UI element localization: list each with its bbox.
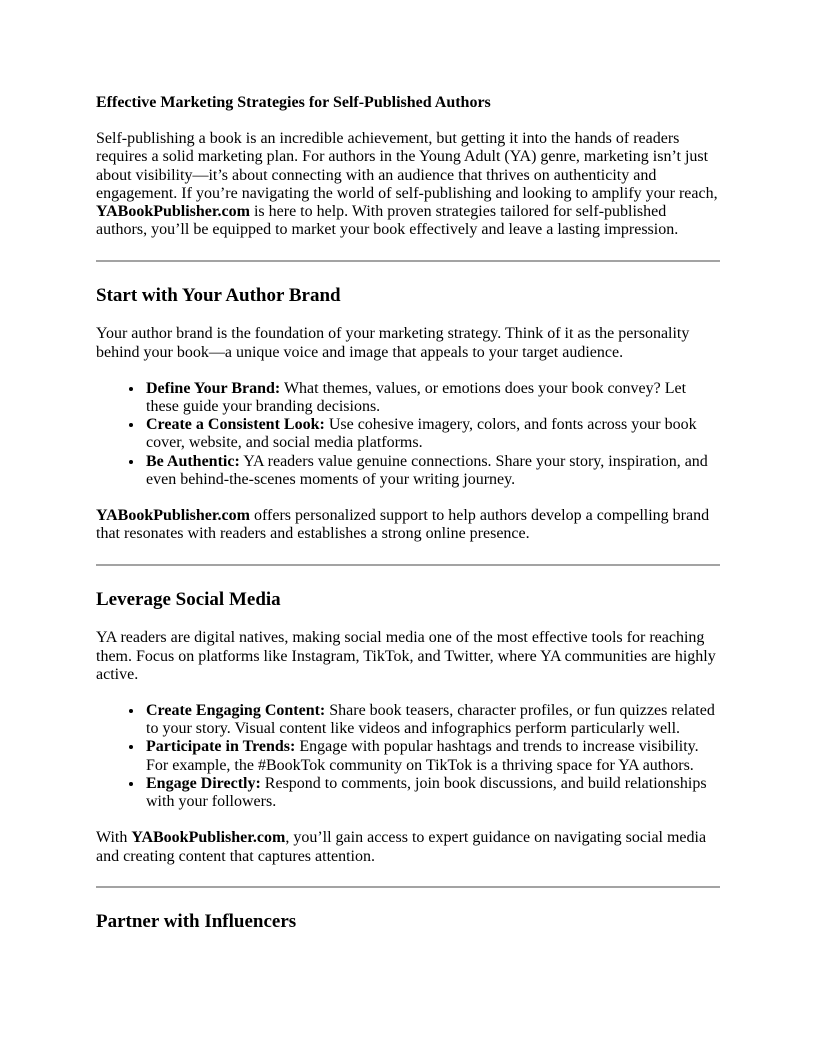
bullet-text: Share book teasers, character profiles, or fun quizzes related to your story. Visual content like videos and infographics perform particularly well. [146, 702, 715, 738]
list-item [144, 702, 720, 738]
list-item [144, 775, 720, 811]
section-divider [96, 564, 720, 566]
bullet-label: Engage Directly: [146, 774, 261, 792]
bullet-label: Be Authentic: [146, 452, 240, 470]
bullet-text: YA readers value genuine connections. Share your story, inspiration, and even behind-the-scenes moments of your writing journey. [146, 452, 708, 488]
paragraph [96, 629, 720, 684]
brand-mention: YABookPublisher.com [96, 507, 250, 525]
bullet-list [96, 380, 720, 489]
bullet-list [96, 702, 720, 811]
bullet-label: Create a Consistent Look: [146, 416, 325, 434]
section-divider [96, 260, 720, 262]
section-lead-text: YA readers are digital natives, making social media one of the most effective tools for reaching them. Focus on platforms like Instagram, TikTok, and Twitter, where YA communities are highly active. [96, 629, 716, 683]
list-item [144, 380, 720, 416]
bullet-label: Define Your Brand: [146, 379, 281, 397]
outro-text-post: , you’ll gain access to expert guidance on navigating social media and creating content that captures attention. [96, 829, 707, 865]
list-item [144, 453, 720, 489]
bullet-label: Participate in Trends: [146, 738, 296, 756]
section-lead-text: Your author brand is the foundation of your marketing strategy. Think of it as the personality behind your book—a unique voice and image that appeals to your target audience. [96, 325, 690, 361]
bullet-label: Create Engaging Content: [146, 702, 326, 719]
list-item [144, 738, 720, 774]
paragraph [96, 325, 720, 361]
paragraph [96, 507, 720, 543]
section-heading-social-media: Leverage Social Media [96, 588, 281, 610]
bullet-text: Respond to comments, join book discussions, and build relationships with your followers. [146, 774, 707, 811]
paragraph [96, 829, 720, 865]
intro-text-post: is here to help. With proven strategies tailored for self-published authors, you’ll be equipped to market your book effectively and leave a lasting impression. [96, 203, 679, 239]
outro-text-post: offers personalized support to help authors develop a compelling brand that resonates with readers and establishes a strong online presence. [96, 507, 710, 543]
section-divider [96, 886, 720, 888]
bullet-text: What themes, values, or emotions does your book convey? Let these guide your branding decisions. [146, 379, 687, 415]
intro-paragraph [96, 130, 720, 239]
section-heading-influencers: Partner with Influencers [96, 910, 297, 932]
brand-mention: YABookPublisher.com [96, 203, 250, 221]
section-heading-author-brand: Start with Your Author Brand [96, 284, 341, 306]
bullet-text: Use cohesive imagery, colors, and fonts across your book cover, website, and social media platforms. [146, 416, 697, 452]
outro-text-pre: With [96, 829, 132, 847]
list-item [144, 416, 720, 452]
brand-mention: YABookPublisher.com [131, 829, 286, 847]
bullet-text: Engage with popular hashtags and trends to increase visibility. For example, the #BookTok community on TikTok is a thriving space for YA authors. [146, 738, 699, 774]
document-title: Effective Marketing Strategies for Self-Published Authors [96, 94, 491, 111]
intro-text-pre: Self-publishing a book is an incredible achievement, but getting it into the hands of readers requires a solid marketing plan. For authors in the Young Adult (YA) genre, marketing isn’t just about visibility—it’s about connecting with an audience that thrives on authenticity and engagement. If you’re navigating the world of self-publishing and looking to amplify your reach, [96, 130, 718, 202]
